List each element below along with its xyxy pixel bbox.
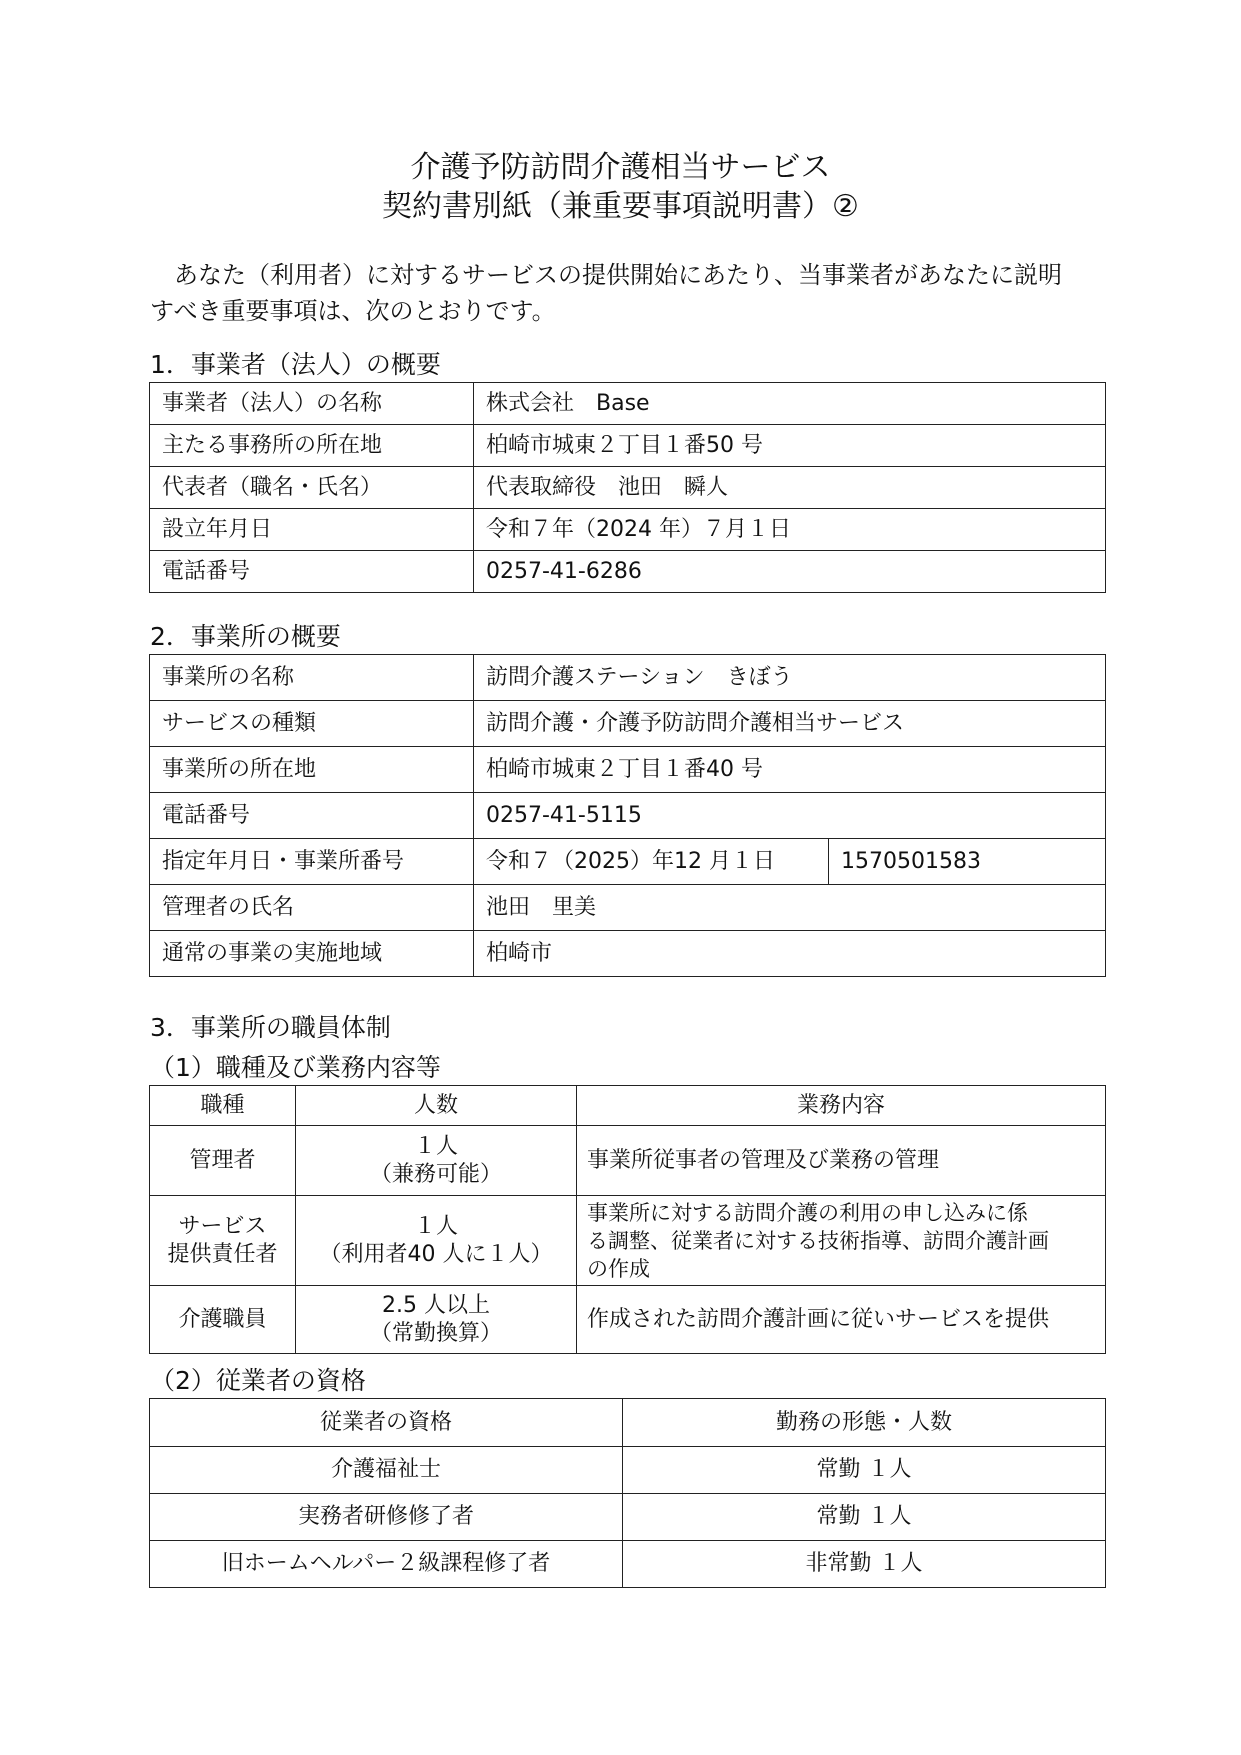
role-line: サービス: [178, 1213, 267, 1239]
table-row: [150, 1126, 1106, 1196]
intro-line1: あなた（利用者）に対するサービスの提供開始にあたり、当事業者があなたに説明: [174, 261, 1062, 289]
table-row: [150, 885, 1106, 931]
duty-line: 作成された訪問介護計画に従いサービスを提供: [587, 1306, 1050, 1332]
table-row: [150, 425, 1106, 467]
row-value: 池田 里美: [474, 885, 1106, 931]
office-overview-table: [149, 654, 1106, 977]
row-value: 訪問介護ステーション きぼう: [474, 655, 1106, 701]
section3-sub2-heading: （2）従業者の資格: [150, 1366, 366, 1395]
row-label: 指定年月日・事業所番号: [150, 839, 474, 885]
section2-heading: 2．事業所の概要: [150, 622, 341, 651]
office-number: 1570501583: [829, 839, 1106, 885]
qualification-cell: 旧ホームヘルパー２級課程修了者: [150, 1541, 623, 1588]
duty-cell: [577, 1126, 1106, 1196]
table-header-row: [150, 1399, 1106, 1447]
row-value: 0257-41-6286: [474, 551, 1106, 593]
duty-cell: [577, 1196, 1106, 1286]
row-label: 通常の事業の実施地域: [150, 931, 474, 977]
work-form-cell: 常勤 １人: [623, 1447, 1106, 1494]
count-line: １人: [413, 1133, 458, 1159]
row-value: 令和７年（2024 年）７月１日: [474, 509, 1106, 551]
row-label: 電話番号: [150, 551, 474, 593]
count-note: （兼務可能）: [369, 1161, 502, 1187]
row-value: 株式会社 Base: [474, 383, 1106, 425]
row-label: 事業所の所在地: [150, 747, 474, 793]
intro-line2: すべき重要事項は、次のとおりです。: [150, 297, 556, 325]
row-value: 柏崎市城東２丁目１番40 号: [474, 747, 1106, 793]
table-row: [150, 551, 1106, 593]
table-row: [150, 701, 1106, 747]
work-form-cell: 常勤 １人: [623, 1494, 1106, 1541]
row-label: 事業者（法人）の名称: [150, 383, 474, 425]
section3-sub1-heading: （1）職種及び業務内容等: [150, 1053, 441, 1082]
count-line: 2.5 人以上: [382, 1292, 490, 1318]
qualification-cell: 介護福祉士: [150, 1447, 623, 1494]
count-note: （常勤換算）: [369, 1320, 502, 1346]
table-row: [150, 931, 1106, 977]
count-cell: [296, 1286, 577, 1354]
work-form-cell: 非常勤 １人: [623, 1541, 1106, 1588]
table-row: [150, 839, 1106, 885]
row-value: 柏崎市: [474, 931, 1106, 977]
table-row: [150, 793, 1106, 839]
document-title-line1: 介護予防訪問介護相当サービス: [410, 150, 831, 185]
column-header: 職種: [150, 1086, 296, 1126]
staff-roles-table: [149, 1085, 1106, 1354]
table-row: [150, 1286, 1106, 1354]
table-row: [150, 1541, 1106, 1588]
row-value: 訪問介護・介護予防訪問介護相当サービス: [474, 701, 1106, 747]
table-row: [150, 1196, 1106, 1286]
row-value: 0257-41-5115: [474, 793, 1106, 839]
row-label: サービスの種類: [150, 701, 474, 747]
column-header: 人数: [296, 1086, 577, 1126]
row-label: 代表者（職名・氏名）: [150, 467, 474, 509]
duty-line: の作成: [587, 1256, 650, 1281]
intro-paragraph: [150, 257, 1105, 329]
duty-line: る調整、従業者に対する技術指導、訪問介護計画: [587, 1228, 1049, 1253]
role-cell: [150, 1286, 296, 1354]
table-row: [150, 467, 1106, 509]
designation-date: 令和７（2025）年12 月１日: [474, 839, 829, 885]
role-line: 管理者: [189, 1147, 256, 1173]
table-row: [150, 655, 1106, 701]
column-header: 従業者の資格: [150, 1399, 623, 1447]
document-title-line2: 契約書別紙（兼重要事項説明書）②: [382, 189, 859, 224]
role-cell: [150, 1126, 296, 1196]
table-row: [150, 509, 1106, 551]
row-label: 設立年月日: [150, 509, 474, 551]
corporation-overview-table: [149, 382, 1106, 593]
table-row: [150, 1494, 1106, 1541]
column-header: 業務内容: [577, 1086, 1106, 1126]
table-row: [150, 747, 1106, 793]
table-row: [150, 383, 1106, 425]
role-line: 提供責任者: [167, 1241, 278, 1267]
section1-heading: 1．事業者（法人）の概要: [150, 350, 441, 379]
row-label: 主たる事務所の所在地: [150, 425, 474, 467]
role-cell: [150, 1196, 296, 1286]
column-header: 勤務の形態・人数: [623, 1399, 1106, 1447]
count-note: （利用者40 人に１人）: [319, 1241, 553, 1267]
duty-cell: [577, 1286, 1106, 1354]
qualifications-table: [149, 1398, 1106, 1588]
duty-line: 事業所従事者の管理及び業務の管理: [587, 1147, 940, 1173]
row-value: 代表取締役 池田 瞬人: [474, 467, 1106, 509]
table-row: [150, 1447, 1106, 1494]
row-value: 柏崎市城東２丁目１番50 号: [474, 425, 1106, 467]
role-line: 介護職員: [178, 1306, 267, 1332]
row-label: 電話番号: [150, 793, 474, 839]
duty-line: 事業所に対する訪問介護の利用の申し込みに係: [587, 1200, 1028, 1225]
section3-heading: 3．事業所の職員体制: [150, 1013, 391, 1042]
count-cell: [296, 1126, 577, 1196]
qualification-cell: 実務者研修修了者: [150, 1494, 623, 1541]
count-cell: [296, 1196, 577, 1286]
count-line: １人: [413, 1213, 458, 1239]
row-label: 事業所の名称: [150, 655, 474, 701]
table-header-row: [150, 1086, 1106, 1126]
row-label: 管理者の氏名: [150, 885, 474, 931]
